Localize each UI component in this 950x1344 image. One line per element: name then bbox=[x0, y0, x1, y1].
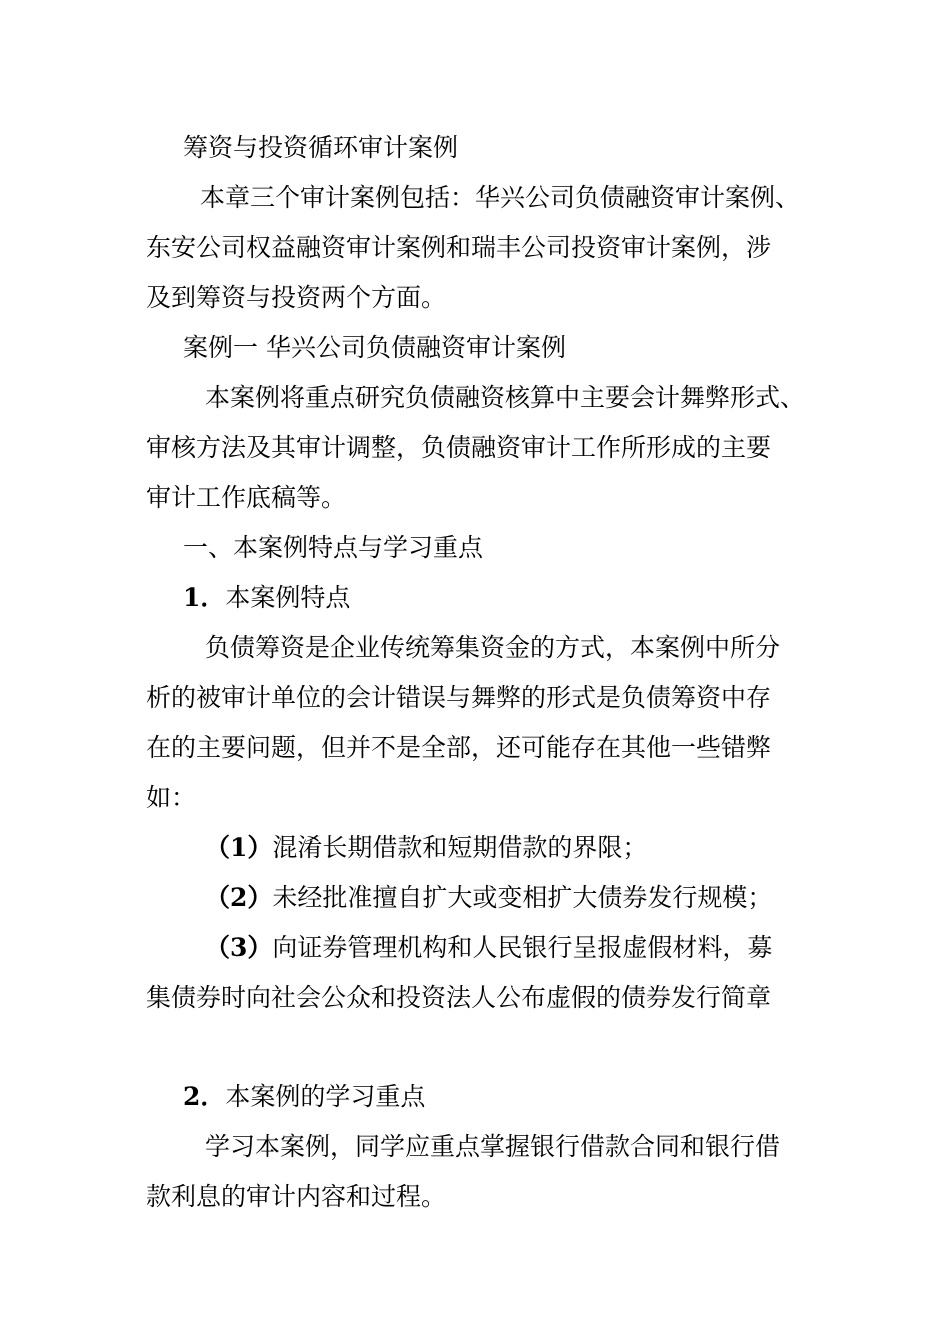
list-item-1-text: 混淆长期借款和短期借款的界限； bbox=[272, 833, 648, 862]
document-title: 筹资与投资循环审计案例 bbox=[183, 133, 459, 162]
list-item-3 bbox=[205, 933, 772, 963]
intro-line-1: 本章三个审计案例包括：华兴公司负债融资审计案例、 bbox=[200, 183, 801, 212]
sub1-para-line-2: 析的被审计单位的会计错误与舞弊的形式是负债筹资中存 bbox=[146, 683, 772, 712]
list-item-2-text: 未经批准擅自扩大或变相扩大债券发行规模； bbox=[272, 883, 773, 912]
sub1-number: 1． bbox=[183, 583, 226, 612]
sub1-para-line-4: 如： bbox=[146, 783, 197, 812]
list-item-3-text: 向证券管理机构和人民银行呈报虚假材料，募 bbox=[272, 933, 773, 962]
sub1-text: 本案例特点 bbox=[225, 583, 351, 612]
sub1-para-line-3: 在的主要问题，但并不是全部，还可能存在其他一些错弊 bbox=[146, 733, 772, 762]
sub2-text: 本案例的学习重点 bbox=[225, 1082, 426, 1111]
section1-heading: 一、本案例特点与学习重点 bbox=[183, 533, 484, 562]
sub2-para-line-2: 款利息的审计内容和过程。 bbox=[146, 1182, 447, 1211]
sub2-para-line-1: 学习本案例，同学应重点掌握银行借款合同和银行借 bbox=[205, 1132, 781, 1161]
sub1-para-line-1: 负债筹资是企业传统筹集资金的方式，本案例中所分 bbox=[205, 633, 781, 662]
case1-intro-line-1: 本案例将重点研究负债融资核算中主要会计舞弊形式、 bbox=[205, 383, 806, 412]
sub2-number: 2． bbox=[183, 1082, 226, 1111]
list-item-1-number: （1） bbox=[205, 833, 273, 862]
intro-line-3: 及到筹资与投资两个方面。 bbox=[146, 283, 447, 312]
sub1-heading bbox=[183, 583, 350, 613]
list-item-2 bbox=[205, 883, 772, 913]
list-item-3-continuation: 集债券时向社会公众和投资法人公布虚假的债券发行简章 bbox=[146, 983, 772, 1012]
case1-intro-line-3: 审计工作底稿等。 bbox=[146, 483, 347, 512]
list-item-2-number: （2） bbox=[205, 883, 273, 912]
intro-line-2: 东安公司权益融资审计案例和瑞丰公司投资审计案例，涉 bbox=[146, 233, 772, 262]
sub2-heading bbox=[183, 1082, 425, 1112]
case1-intro-line-2: 审核方法及其审计调整，负债融资审计工作所形成的主要 bbox=[146, 433, 772, 462]
list-item-3-number: （3） bbox=[205, 933, 273, 962]
case1-heading: 案例一 华兴公司负债融资审计案例 bbox=[183, 333, 566, 362]
list-item-1 bbox=[205, 833, 647, 863]
